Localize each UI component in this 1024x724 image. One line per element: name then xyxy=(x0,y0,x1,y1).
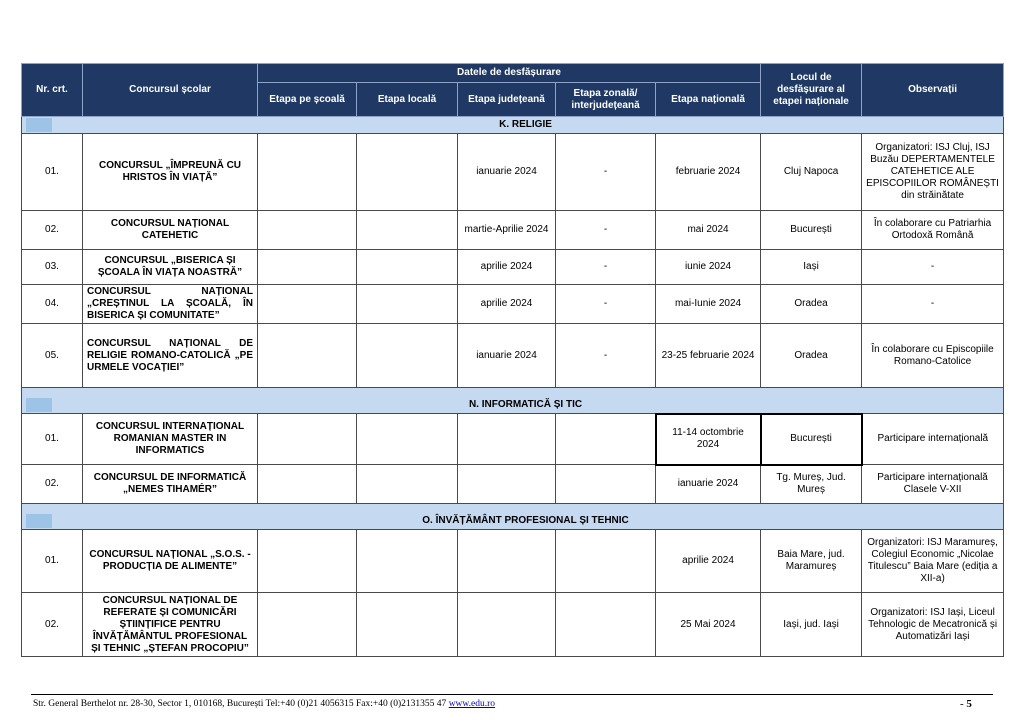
header-nationala: Etapa națională xyxy=(656,83,761,117)
cell-observatii: - xyxy=(862,285,1004,324)
cell-observatii: Participare internațională Clasele V-XII xyxy=(862,465,1004,504)
competitions-table xyxy=(21,63,1004,657)
cell-zonala xyxy=(556,414,656,465)
header-concurs: Concursul școlar xyxy=(83,64,258,117)
cell-competition: CONCURSUL „BISERICA ȘI ȘCOALA ÎN VIAȚA NOASTRĂ” xyxy=(83,250,258,285)
cell-zonala xyxy=(556,593,656,657)
cell-observatii: - xyxy=(862,250,1004,285)
cell-observatii: Participare internațională xyxy=(862,414,1004,465)
cell-observatii: Organizatori: ISJ Cluj, ISJ Buzău DEPERTAMENTELE CATEHETICE ALE EPISCOPIILOR ROMÂNEȘTI din străinătate xyxy=(862,134,1004,211)
cell-locala xyxy=(357,285,458,324)
cell-zonala: - xyxy=(556,134,656,211)
cell-judeteana: aprilie 2024 xyxy=(458,285,556,324)
cell-nationala: 25 Mai 2024 xyxy=(656,593,761,657)
cell-locala xyxy=(357,211,458,250)
cell-nr: 01. xyxy=(22,530,83,593)
cell-competition: CONCURSUL „ÎMPREUNĂ CU HRISTOS ÎN VIAȚĂ” xyxy=(83,134,258,211)
cell-judeteana: ianuarie 2024 xyxy=(458,134,556,211)
cell-competition: CONCURSUL NAȚIONAL „CREȘTINUL LA ȘCOALĂ, ÎN BISERICA ȘI COMUNITATE” xyxy=(83,285,258,324)
cell-nr: 02. xyxy=(22,211,83,250)
cell-nationala: mai 2024 xyxy=(656,211,761,250)
cell-nr: 01. xyxy=(22,134,83,211)
cell-nr: 04. xyxy=(22,285,83,324)
cell-locul: București xyxy=(761,414,862,465)
header-nr: Nr. crt. xyxy=(22,64,83,117)
cell-zonala: - xyxy=(556,324,656,388)
cell-scoala xyxy=(258,250,357,285)
cell-zonala: - xyxy=(556,285,656,324)
section-informatica-title: N. INFORMATICĂ ȘI TIC xyxy=(26,398,999,412)
cell-locul: Oradea xyxy=(761,324,862,388)
cell-observatii: Organizatori: ISJ Iași, Liceul Tehnologic de Mecatronică și Automatizări Iași xyxy=(862,593,1004,657)
cell-nr: 02. xyxy=(22,465,83,504)
cell-scoala xyxy=(258,414,357,465)
cell-nr: 01. xyxy=(22,414,83,465)
cell-locala xyxy=(357,530,458,593)
table-row xyxy=(22,211,1004,250)
section-religie-title: K. RELIGIE xyxy=(26,118,999,132)
section-profesional-title: O. ÎNVĂȚĂMÂNT PROFESIONAL ȘI TEHNIC xyxy=(26,514,999,528)
cell-locul: Tg. Mureș, Jud. Mureș xyxy=(761,465,862,504)
cell-competition: CONCURSUL NAȚIONAL „S.O.S. - PRODUCȚIA DE ALIMENTE” xyxy=(83,530,258,593)
header-locala: Etapa locală xyxy=(357,83,458,117)
table-row xyxy=(22,465,1004,504)
cell-locul: Iași xyxy=(761,250,862,285)
table-row xyxy=(22,134,1004,211)
cell-nr: 02. xyxy=(22,593,83,657)
cell-locul: București xyxy=(761,211,862,250)
cell-scoala xyxy=(258,285,357,324)
cell-competition: CONCURSUL NAȚIONAL CATEHETIC xyxy=(83,211,258,250)
cell-nationala: 11-14 octombrie 2024 xyxy=(656,414,761,465)
page-number-value: 5 xyxy=(966,698,972,710)
cell-observatii: În colaborare cu Episcopiile Romano-Catolice xyxy=(862,324,1004,388)
section-informatica xyxy=(22,388,1004,414)
cell-competition: CONCURSUL INTERNAȚIONAL ROMANIAN MASTER IN INFORMATICS xyxy=(83,414,258,465)
cell-locul: Cluj Napoca xyxy=(761,134,862,211)
cell-zonala: - xyxy=(556,211,656,250)
page-number xyxy=(960,698,972,710)
table-row xyxy=(22,414,1004,465)
cell-locala xyxy=(357,250,458,285)
header-observatii: Observații xyxy=(862,64,1004,117)
cell-observatii: Organizatori: ISJ Maramureș, Colegiul Economic „Nicolae Titulescu” Baia Mare (ediția a XII-a) xyxy=(862,530,1004,593)
cell-nationala: 23-25 februarie 2024 xyxy=(656,324,761,388)
table-row xyxy=(22,250,1004,285)
cell-nr: 03. xyxy=(22,250,83,285)
table-row xyxy=(22,285,1004,324)
cell-scoala xyxy=(258,530,357,593)
cell-competition: CONCURSUL NAȚIONAL DE RELIGIE ROMANO-CATOLICĂ „PE URMELE VOCAȚIEI” xyxy=(83,324,258,388)
section-profesional xyxy=(22,504,1004,530)
cell-scoala xyxy=(258,593,357,657)
cell-judeteana xyxy=(458,465,556,504)
cell-nationala: mai-Iunie 2024 xyxy=(656,285,761,324)
cell-nr: 05. xyxy=(22,324,83,388)
cell-zonala xyxy=(556,465,656,504)
header-judeteana: Etapa județeană xyxy=(458,83,556,117)
cell-competition: CONCURSUL DE INFORMATICĂ „NEMES TIHAMÉR” xyxy=(83,465,258,504)
cell-judeteana: martie-Aprilie 2024 xyxy=(458,211,556,250)
header-datele: Datele de desfășurare xyxy=(258,64,761,83)
page-number-prefix: - xyxy=(960,698,967,710)
cell-locala xyxy=(357,414,458,465)
cell-nationala: iunie 2024 xyxy=(656,250,761,285)
cell-scoala xyxy=(258,324,357,388)
cell-locul: Oradea xyxy=(761,285,862,324)
header-scoala: Etapa pe școală xyxy=(258,83,357,117)
cell-competition: CONCURSUL NAȚIONAL DE REFERATE ȘI COMUNICĂRI ȘTIINȚIFICE PENTRU ÎNVĂȚĂMÂNTUL PROFESIONAL ȘI TEHNIC „ȘTEFAN PROCOPIU” xyxy=(83,593,258,657)
cell-locul: Baia Mare, jud. Maramureș xyxy=(761,530,862,593)
cell-judeteana xyxy=(458,530,556,593)
header-locul: Locul de desfășurare al etapei naționale xyxy=(761,64,862,117)
cell-locala xyxy=(357,465,458,504)
cell-locul: Iași, jud. Iași xyxy=(761,593,862,657)
cell-scoala xyxy=(258,465,357,504)
cell-locala xyxy=(357,593,458,657)
cell-scoala xyxy=(258,134,357,211)
cell-judeteana: ianuarie 2024 xyxy=(458,324,556,388)
cell-judeteana xyxy=(458,414,556,465)
cell-zonala: - xyxy=(556,250,656,285)
cell-observatii: În colaborare cu Patriarhia Ortodoxă Română xyxy=(862,211,1004,250)
table-row xyxy=(22,324,1004,388)
footer-website-link[interactable]: www.edu.ro xyxy=(448,699,496,709)
cell-locala xyxy=(357,134,458,211)
header-zonala: Etapa zonală/ interjudețeană xyxy=(556,83,656,117)
footer xyxy=(33,699,495,709)
cell-nationala: februarie 2024 xyxy=(656,134,761,211)
cell-judeteana xyxy=(458,593,556,657)
section-religie xyxy=(22,117,1004,134)
table-row xyxy=(22,593,1004,657)
footer-address: Str. General Berthelot nr. 28-30, Sector 1, 010168, București Tel:+40 (0)21 4056315 Fax:+40 (0)2131355 47 xyxy=(33,699,449,709)
footer-divider xyxy=(31,694,993,695)
table-row xyxy=(22,530,1004,593)
cell-scoala xyxy=(258,211,357,250)
table-header xyxy=(22,64,1004,117)
cell-zonala xyxy=(556,530,656,593)
cell-nationala: ianuarie 2024 xyxy=(656,465,761,504)
cell-locala xyxy=(357,324,458,388)
cell-judeteana: aprilie 2024 xyxy=(458,250,556,285)
cell-nationala: aprilie 2024 xyxy=(656,530,761,593)
